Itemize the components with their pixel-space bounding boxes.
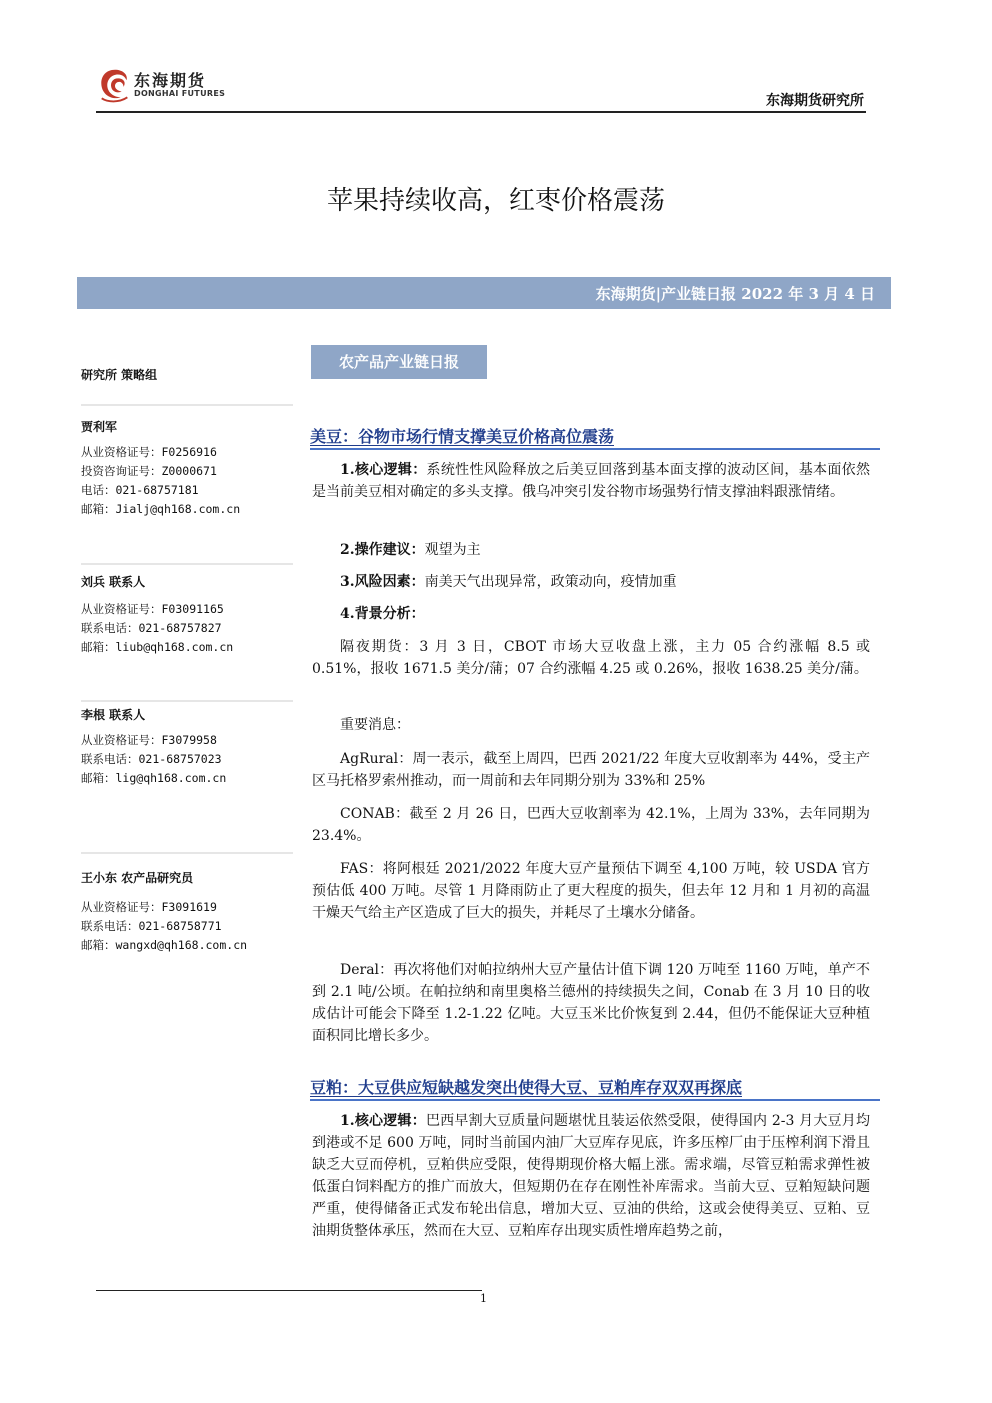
analyst-detail: 从业资格证号：F3079958 bbox=[81, 733, 217, 747]
sidebar-divider bbox=[81, 404, 293, 406]
team-name: 研究所 策略组 bbox=[81, 368, 158, 382]
dragon-logo-icon bbox=[96, 66, 134, 104]
sidebar-divider bbox=[81, 700, 293, 702]
analyst-detail: 从业资格证号：F03091165 bbox=[81, 602, 224, 616]
report-banner bbox=[77, 277, 891, 309]
analyst-detail: 联系电话：021-68757827 bbox=[81, 621, 222, 635]
team-label bbox=[81, 366, 293, 383]
heading-divider bbox=[310, 448, 880, 450]
analyst-card bbox=[81, 706, 293, 788]
soybean-operation bbox=[312, 539, 870, 561]
soymeal-heading: 豆粕：大豆供应短缺越发突出使得大豆、豆粕库存双双再探底 bbox=[310, 1078, 743, 1097]
banner-text: 东海期货|产业链日报 2022 年 3 月 4 日 bbox=[595, 285, 875, 303]
background-label: 4.背景分析： bbox=[340, 606, 425, 622]
heading-divider bbox=[310, 1099, 880, 1101]
soybean-core-logic bbox=[312, 459, 870, 503]
operation-text: 观望为主 bbox=[424, 542, 481, 558]
risk-label: 3.风险因素： bbox=[340, 574, 425, 590]
core-logic-text: 系统性性风险释放之后美豆回落到基本面支撑的波动区间，基本面依然是当前美豆相对确定的多头支撑。俄乌冲突引发谷物市场强势行情支撑油料跟涨情绪。 bbox=[312, 462, 870, 500]
analyst-detail: 联系电话：021-68758771 bbox=[81, 919, 222, 933]
analyst-card bbox=[81, 573, 293, 657]
analyst-detail: 投资咨询证号：Z0000671 bbox=[81, 464, 217, 478]
news-deral: Deral：再次将他们对帕拉纳州大豆产量估计值下调 120 万吨至 1160 万吨，单产不到 2.1 吨/公顷。在帕拉纳和南里奥格兰德州的持续损失之间，Conab 在 3 月 10 日的收成估计可能会下降至 1.2-1.22 亿吨。大豆玉米比价恢复到 2.44，但仍不能保证大豆种植面积同比增长多少。 bbox=[312, 962, 870, 1044]
analyst-detail: 从业资格证号：F3091619 bbox=[81, 900, 217, 914]
report-title: 苹果持续收高，红枣价格震荡 bbox=[326, 186, 665, 216]
analyst-detail: 联系电话：021-68757023 bbox=[81, 752, 222, 766]
risk-text: 南美天气出现异常，政策动向，疫情加重 bbox=[424, 574, 677, 590]
footer-divider bbox=[96, 1290, 482, 1291]
analyst-email: 邮箱：liub@qh168.com.cn bbox=[81, 640, 234, 654]
analyst-email: 邮箱：Jialj@qh168.com.cn bbox=[81, 502, 241, 516]
soybean-risk bbox=[312, 571, 870, 593]
soybean-background bbox=[312, 603, 870, 625]
operation-label: 2.操作建议： bbox=[340, 542, 425, 558]
analyst-detail: 从业资格证号：F0256916 bbox=[81, 445, 217, 459]
analyst-card bbox=[81, 869, 293, 955]
section-label: 农产品产业链日报 bbox=[311, 345, 487, 379]
soybean-heading: 美豆：谷物市场行情支撑美豆价格高位震荡 bbox=[310, 427, 615, 446]
core-logic-label: 1.核心逻辑： bbox=[340, 462, 427, 478]
logo-english-name: DONGHAI FUTURES bbox=[134, 89, 226, 98]
analyst-email: 邮箱：wangxd@qh168.com.cn bbox=[81, 938, 248, 952]
soymeal-core-logic bbox=[312, 1110, 870, 1242]
news-label: 重要消息： bbox=[340, 717, 410, 733]
sidebar-divider bbox=[81, 852, 293, 854]
core-logic-label: 1.核心逻辑： bbox=[340, 1113, 426, 1129]
page-number: 1 bbox=[480, 1292, 487, 1305]
overnight-futures: 隔夜期货：3 月 3 日，CBOT 市场大豆收盘上涨，主力 05 合约涨幅 8.5 或 0.51%，报收 1671.5 美分/蒲；07 合约涨幅 4.25 或 0.26%，报收 1638.25 美分/蒲。 bbox=[312, 639, 870, 677]
analyst-name: 刘兵 联系人 bbox=[81, 575, 146, 589]
core-logic-text: 巴西早割大豆质量问题堪忧且装运依然受限，使得国内 2-3 月大豆月均到港或不足 600 万吨，同时当前国内油厂大豆库存见底，许多压榨厂由于压榨利润下滑且缺乏大豆而停机，豆粕供应受限，使得期现价格大幅上涨。需求端，尽管豆粕需求弹性被低蛋白饲料配方的推广而放大，但短期仍在存在刚性补库需求。当前大豆、豆粕短缺问题严重，使得储备正式发布轮出信息，增加大豆、豆油的供给，这或会使得美豆、豆粕、豆油期货整体承压，然而在大豆、豆粕库存出现实质性增库趋势之前， bbox=[312, 1113, 870, 1239]
news-agrural: AgRural：周一表示，截至上周四，巴西 2021/22 年度大豆收割率为 44%，受主产区马托格罗索州推动，而一周前和去年同期分别为 33%和 25% bbox=[312, 751, 870, 789]
research-institute-name: 东海期货研究所 bbox=[766, 93, 864, 109]
analyst-name: 王小东 农产品研究员 bbox=[81, 871, 194, 885]
analyst-name: 贾利军 bbox=[81, 420, 118, 434]
sidebar-divider bbox=[81, 563, 293, 565]
analyst-card bbox=[81, 418, 293, 519]
news-fas: FAS：将阿根廷 2021/2022 年度大豆产量预估下调至 4,100 万吨，较 USDA 官方预估低 400 万吨。尽管 1 月降雨防止了更大程度的损失，但去年 12 月和 1 月初的高温干燥天气给主产区造成了巨大的损失，并耗尽了土壤水分储备。 bbox=[312, 861, 870, 921]
header-divider bbox=[96, 111, 866, 113]
logo-chinese-name: 东海期货 bbox=[134, 71, 207, 90]
company-logo bbox=[96, 66, 246, 106]
news-conab: CONAB：截至 2 月 26 日，巴西大豆收割率为 42.1%，上周为 33%，去年同期为 23.4%。 bbox=[312, 806, 870, 844]
analyst-name: 李根 联系人 bbox=[81, 708, 146, 722]
analyst-detail: 电话：021-68757181 bbox=[81, 483, 199, 497]
analyst-email: 邮箱：lig@qh168.com.cn bbox=[81, 771, 227, 785]
